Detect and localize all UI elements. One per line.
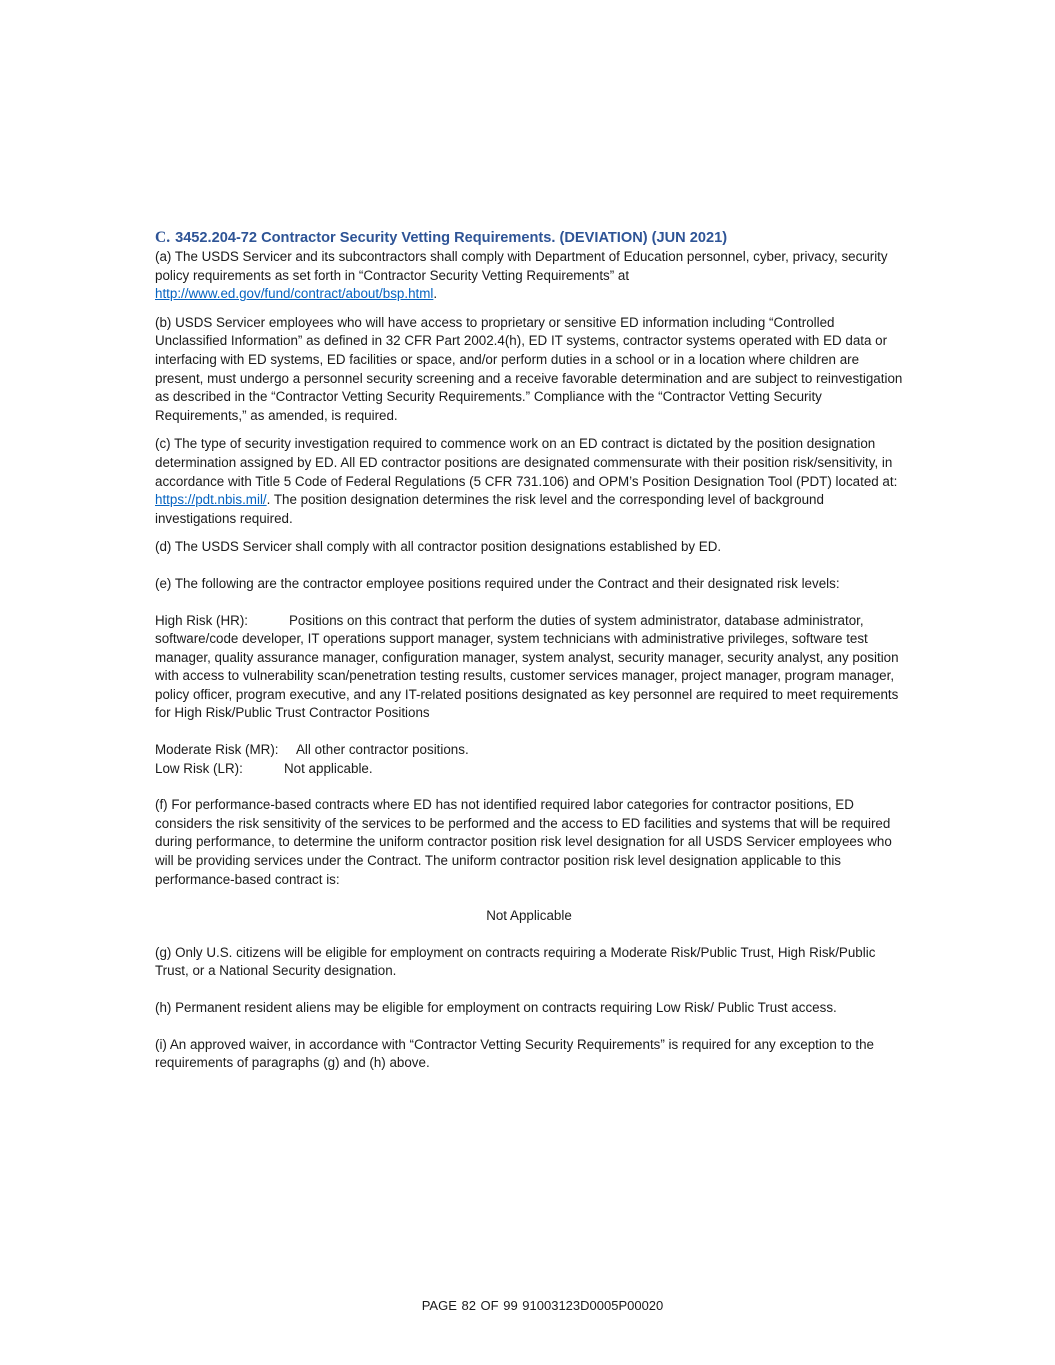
document-body	[155, 228, 903, 1073]
bsp-link[interactable]: http://www.ed.gov/fund/contract/about/bsp.html	[155, 286, 434, 302]
high-risk-entry	[155, 612, 903, 724]
pdt-link[interactable]: https://pdt.nbis.mil/	[155, 492, 267, 508]
low-risk-label: Low Risk (LR):	[155, 760, 243, 776]
paragraph-e: (e) The following are the contractor employee positions required under the Contract and their designated risk levels:	[155, 575, 840, 591]
moderate-risk-label: Moderate Risk (MR):	[155, 742, 279, 758]
paragraph-d: (d) The USDS Servicer shall comply with all contractor position designations established by ED.	[155, 539, 722, 555]
section-letter: C.	[155, 229, 171, 246]
low-risk-text: Not applicable.	[284, 760, 373, 776]
paragraph-b: (b) USDS Servicer employees who will have access to proprietary or sensitive ED information including “Controlled Unclassified Information” as defined in 32 CFR Part 2002.4(h), ED IT systems, contractor systems operated with ED data or interfacing with ED systems, ED facilities or space, and/or perform duties in a school or in a location where children are present, must undergo a personnel security screening and a receive favorable determination and are subject to reinvestigation as described in the “Contractor Vetting Security Requirements.” Compliance with the “Contractor Vetting Security Requirements,” as amended, is required.	[155, 314, 903, 423]
uniform-designation: Not Applicable	[486, 908, 572, 924]
paragraph-a: (a) The USDS Servicer and its subcontractors shall comply with Department of Education personnel, cyber, privacy, security policy requirements as set forth in “Contractor Security Vetting Requirements” at http://www.ed.gov/fund/contract/about/bsp.html.	[155, 249, 888, 302]
low-risk-entry	[155, 760, 903, 779]
paragraph-c: (c) The type of security investigation required to commence work on an ED contract is dictated by the position designation determination assigned by ED. All ED contractor positions are designated commensurate with their position risk/sensitivity, in accordance with Title 5 Code of Federal Regulations (5 CFR 731.106) and OPM’s Position Designation Tool (PDT) located at: https://pdt.nbis.mil/. The position designation determines the risk level and the corresponding level of background investigations required.	[155, 436, 898, 526]
paragraph-i: (i) An approved waiver, in accordance with “Contractor Vetting Security Requirements” is required for any exception to the requirements of paragraphs (g) and (h) above.	[155, 1036, 874, 1071]
paragraph-h: (h) Permanent resident aliens may be eligible for employment on contracts requiring Low Risk/ Public Trust access.	[155, 1000, 837, 1015]
high-risk-label: High Risk (HR):	[155, 612, 248, 628]
moderate-risk-text: All other contractor positions.	[296, 742, 469, 758]
paragraph-g: (g) Only U.S. citizens will be eligible for employment on contracts requiring a Moderate Risk/Public Trust, High Risk/Public Trust, or a National Security designation.	[155, 944, 876, 979]
paragraph-f: (f) For performance-based contracts where ED has not identified required labor categories for contractor positions, ED considers the risk sensitivity of the services to be performed and the access to ED facilities and systems that will be required during performance, to determine the uniform contractor position risk level designation for all USDS Servicer employees who will be providing services under the Contract. The uniform contractor position risk level designation applicable to this performance-based contract is:	[155, 797, 892, 887]
moderate-risk-entry	[155, 741, 903, 760]
section-heading	[155, 228, 903, 248]
section-title: 3452.204-72 Contractor Security Vetting Requirements. (DEVIATION) (JUN 2021)	[175, 230, 728, 246]
page-footer: PAGE 82 OF 99 91003123D0005P00020	[421, 1298, 664, 1313]
high-risk-text: Positions on this contract that perform the duties of system administrator, database administrator, software/code developer, IT operations support manager, system technicians with administrative privileges, software test manager, quality assurance manager, configuration manager, system analyst, security manager, security analyst, any position with access to vulnerability scan/penetration testing results, customer services manager, project manager, program manager, policy officer, program executive, and any IT-related positions designated as key personnel are required to meet requirements for High Risk/Public Trust Contractor Positions	[155, 612, 899, 721]
